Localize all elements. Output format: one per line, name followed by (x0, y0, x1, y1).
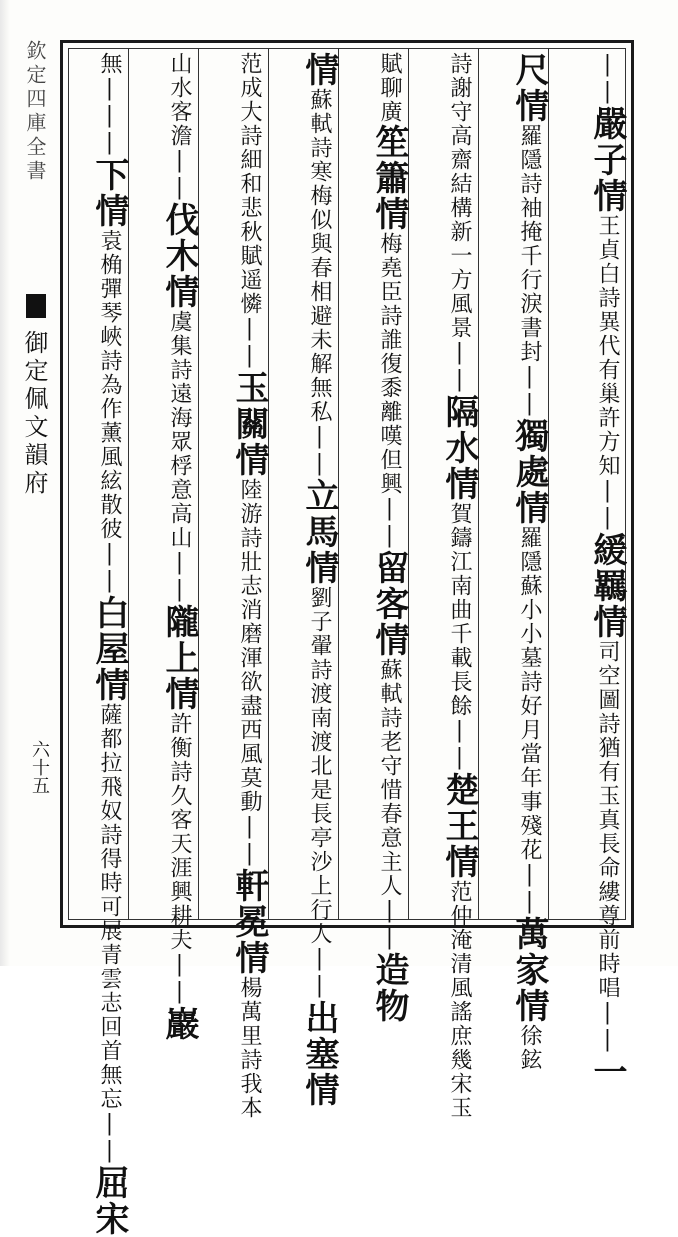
column-rule (268, 48, 269, 920)
entry-heading: 留客情 (369, 550, 409, 658)
entry-heading: 一 (587, 1054, 627, 1090)
entry-heading: 白屋情 (89, 595, 129, 703)
entry-citation: 無 (97, 52, 122, 76)
entry-heading: 隔水情 (439, 394, 479, 502)
entry-citation: 賀鑄江南曲千載長餘 (447, 502, 472, 718)
entry-heading: 萬家情 (509, 916, 549, 1024)
entry-citation: 羅隱蘇小小墓詩好月當年事殘花 (517, 526, 542, 862)
entry-citation: 蘇軾詩寒梅似與春相避未解無私 (307, 88, 332, 424)
entry-citation: || (307, 946, 332, 1000)
entry-citation: 薩都拉飛奴詩得時可展青雲志回首無忘 (97, 703, 122, 1111)
entry-citation: 袁桷彈琴峽詩為作薰風絃散彼 (97, 229, 122, 541)
entry-heading: 造物 (369, 952, 409, 1024)
entry-citation: || (595, 478, 620, 532)
entry-citation: 蘇軾詩老守惜春意主人 (377, 658, 402, 898)
entry-citation: || (167, 952, 192, 1006)
entry-citation: || (595, 1000, 620, 1054)
entry-heading: 獨處情 (509, 418, 549, 526)
entry-citation: 楊萬里詩我本 (237, 976, 262, 1120)
entry-citation: || (377, 898, 402, 952)
entry-citation: 劉子翬詩渡南渡北是長亭沙上行人 (307, 586, 332, 946)
entry-heading: 緩羈情 (587, 532, 627, 640)
entry-heading: 下情 (89, 157, 129, 229)
entry-heading: 笙簫情 (369, 124, 409, 232)
entry-citation: || (167, 550, 192, 604)
entry-citation: || (377, 496, 402, 550)
entry-heading: 立馬情 (299, 478, 339, 586)
entry-citation: 賦聊廣 (377, 52, 402, 124)
entry-citation: || (595, 52, 620, 106)
entry-citation: 梅堯臣詩誰復黍離嘆但興 (377, 232, 402, 496)
entry-heading: 隴上情 (159, 604, 199, 712)
entry-citation: 范成大詩細和悲秋賦遥憐 (237, 52, 262, 316)
text-column (136, 52, 199, 1042)
text-column (276, 52, 339, 1108)
entry-citation: 王貞白詩異代有巢許方知 (595, 214, 620, 478)
book-title: 御定佩文韻府 (20, 330, 48, 498)
entry-citation: || (97, 1111, 122, 1165)
entry-heading: 出塞情 (299, 1000, 339, 1108)
text-column (416, 52, 479, 1120)
entry-citation: || (447, 340, 472, 394)
entry-heading: 軒冕情 (229, 868, 269, 976)
entry-heading: 屈宋 (89, 1165, 129, 1237)
entry-citation: 詩謝守高齋結構新一方風景 (447, 52, 472, 340)
entry-heading: 巖 (159, 1006, 199, 1042)
entry-citation: 徐鉉 (517, 1024, 542, 1072)
text-column (486, 52, 549, 1072)
text-column (346, 52, 409, 1024)
margin-black-block (26, 294, 46, 318)
entry-citation: || (237, 814, 262, 868)
text-column (66, 52, 129, 1237)
text-column (564, 52, 627, 1090)
library-label: 欽定四庫全書 (23, 40, 47, 184)
entry-citation: 山水客澹 (167, 52, 192, 148)
entry-citation: 范仲淹清風謠庶幾宋玉 (447, 880, 472, 1120)
column-rule (198, 48, 199, 920)
entry-citation: 司空圖詩猶有玉真長命縷尊前時唱 (595, 640, 620, 1000)
entry-citation: 羅隱詩袖掩千行淚書封 (517, 124, 542, 364)
entry-citation: || (307, 424, 332, 478)
entry-citation: || (517, 364, 542, 418)
entry-citation: 陸游詩壯志消磨渾欲盡西風莫動 (237, 478, 262, 814)
entry-citation: || (237, 316, 262, 370)
entry-heading: 伐木情 (159, 202, 199, 310)
text-column (206, 52, 269, 1120)
entry-heading: 玉關情 (229, 370, 269, 478)
entry-heading: 尺情 (509, 52, 549, 124)
entry-citation: 許衡詩久客天涯興耕夫 (167, 712, 192, 952)
entry-citation: || (167, 148, 192, 202)
entry-heading: 情 (299, 52, 339, 88)
entry-heading: 楚王情 (439, 772, 479, 880)
entry-citation: || (97, 541, 122, 595)
entry-heading: 嚴子情 (587, 106, 627, 214)
page-number: 六十五 (29, 740, 50, 794)
entry-citation: || (517, 862, 542, 916)
page-edge-shadow (0, 0, 10, 966)
entry-citation: || (447, 718, 472, 772)
entry-citation: ||| (97, 76, 122, 157)
entry-citation: 虞集詩遠海眾桴意高山 (167, 310, 192, 550)
